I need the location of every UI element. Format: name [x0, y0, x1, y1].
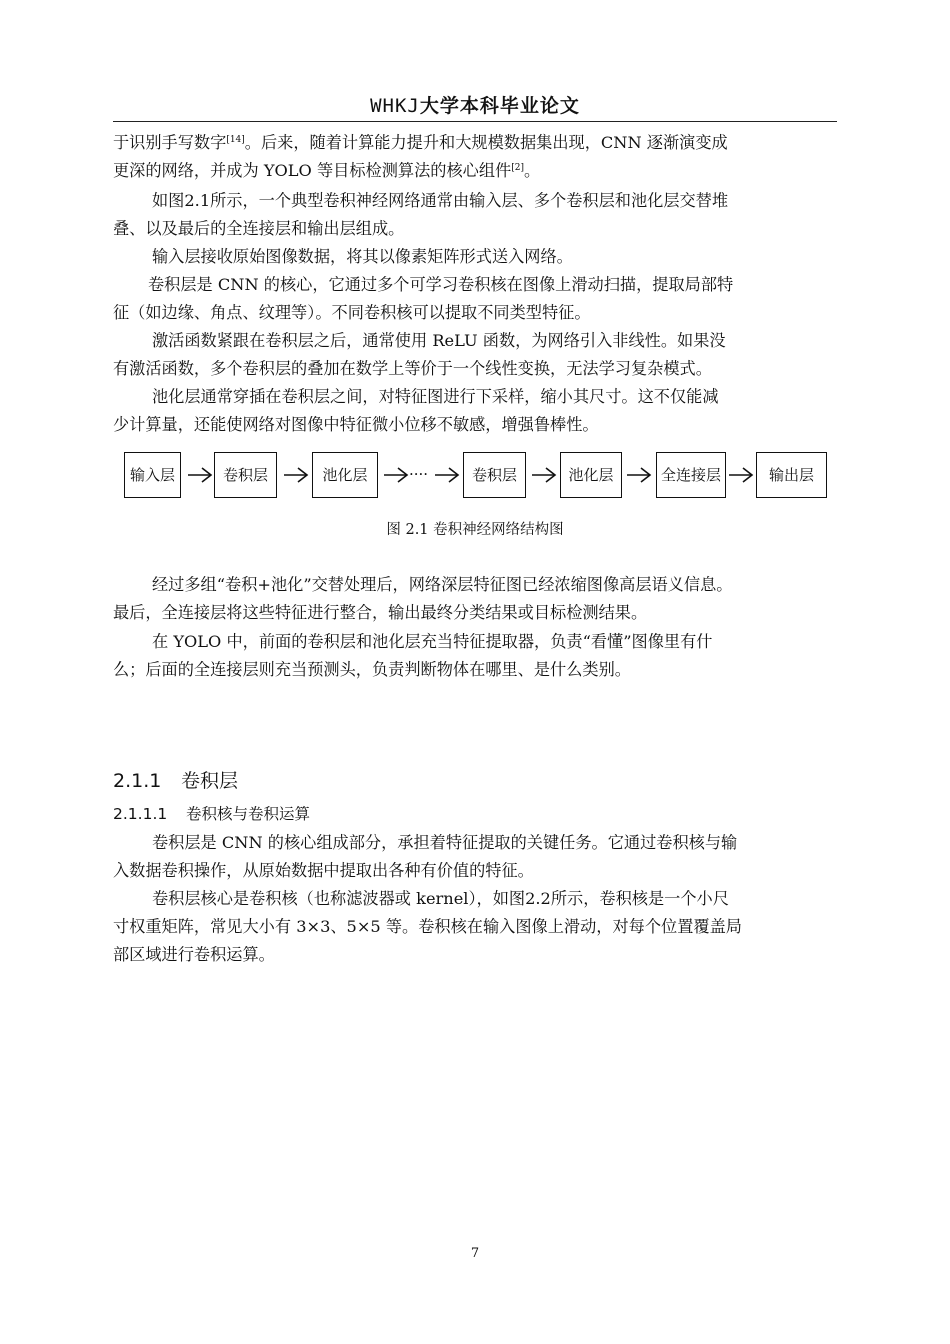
ellipsis: ···· [409, 465, 429, 483]
box-conv-layer-1: 卷积层 [214, 452, 277, 498]
subsection-number: 2.1.1.1 [113, 805, 168, 823]
header-title-text: 大学本科毕业论文 [419, 95, 580, 117]
para8-line2: 么；后面的全连接层则充当预测头，负责判断物体在哪里、是什么类别。 [113, 660, 631, 679]
para3-line1: 输入层接收原始图像数据，将其以像素矩阵形式送入网络。 [152, 247, 573, 266]
header-latin: WHKJ [370, 95, 420, 117]
section-heading [113, 766, 238, 796]
para4-line1: 卷积层是 CNN 的核心，它通过多个可学习卷积核在图像上滑动扫描，提取局部特 [148, 275, 734, 294]
arrow-icon [530, 463, 558, 487]
para10-line1: 卷积层核心是卷积核（也称滤波器或 kernel），如图2.2所示，卷积核是一个小尺 [152, 889, 729, 908]
citation: [14] [226, 135, 245, 145]
para10-line2: 寸权重矩阵，常见大小有 3×3、5×5 等。卷积核在输入图像上滑动，对每个位置覆盖局 [113, 917, 742, 936]
arrow-icon [382, 463, 410, 487]
box-conv-layer-2: 卷积层 [463, 452, 526, 498]
para9-line2: 入数据卷积操作，从原始数据中提取出各种有价值的特征。 [113, 861, 534, 880]
box-pool-layer-2: 池化层 [560, 452, 622, 498]
text: 。后来，随着计算能力提升和大规模数据集出现，CNN 逐渐演变成 [244, 133, 728, 152]
para10-line3: 部区域进行卷积运算。 [113, 945, 275, 964]
subsection-heading [113, 800, 310, 828]
citation: [2] [511, 163, 524, 173]
box-pool-layer-1: 池化层 [312, 452, 378, 498]
box-output-layer: 输出层 [756, 452, 827, 498]
para4-line2: 征（如边缘、角点、纹理等）。不同卷积核可以提取不同类型特征。 [113, 303, 591, 322]
para8-line1: 在 YOLO 中，前面的卷积层和池化层充当特征提取器，负责“看懂”图像里有什 [152, 632, 713, 651]
para6-line1: 池化层通常穿插在卷积层之间，对特征图进行下采样，缩小其尺寸。这不仅能减 [152, 387, 719, 406]
para1-line1 [113, 129, 837, 157]
text: 更深的网络，并成为 YOLO 等目标检测算法的核心组件 [113, 161, 512, 180]
arrow-icon [625, 463, 653, 487]
para9-line1: 卷积层是 CNN 的核心组成部分，承担着特征提取的关键任务。它通过卷积核与输 [152, 833, 738, 852]
para7-line2: 最后，全连接层将这些特征进行整合，输出最终分类结果或目标检测结果。 [113, 603, 648, 622]
page-header [113, 91, 837, 122]
page-number: 7 [470, 1246, 480, 1261]
arrow-icon [282, 463, 310, 487]
text: 于识别手写数字 [113, 133, 227, 152]
subsection-title: 卷积核与卷积运算 [186, 805, 311, 823]
arrow-icon [433, 463, 461, 487]
figure-caption: 图 2.1 卷积神经网络结构图 [386, 522, 564, 538]
para7-line1: 经过多组“卷积+池化”交替处理后，网络深层特征图已经浓缩图像高层语义信息。 [152, 575, 733, 594]
para1-line2 [113, 157, 837, 185]
arrow-icon [727, 463, 755, 487]
para5-line1: 激活函数紧跟在卷积层之后，通常使用 ReLU 函数，为网络引入非线性。如果没 [152, 331, 726, 350]
header-title [370, 95, 580, 117]
box-fc-layer: 全连接层 [656, 452, 726, 498]
text: 。 [523, 161, 541, 180]
arrow-icon [186, 463, 214, 487]
para2-line1: 如图2.1所示，一个典型卷积神经网络通常由输入层、多个卷积层和池化层交替堆 [152, 191, 729, 210]
section-title: 卷积层 [181, 770, 239, 792]
para2-line2: 叠、以及最后的全连接层和输出层组成。 [113, 219, 405, 238]
para5-line2: 有激活函数，多个卷积层的叠加在数学上等价于一个线性变换，无法学习复杂模式。 [113, 359, 712, 378]
para6-line2: 少计算量，还能使网络对图像中特征微小位移不敏感，增强鲁棒性。 [113, 415, 599, 434]
cnn-structure-diagram [120, 452, 830, 504]
box-input-layer: 输入层 [124, 452, 181, 498]
section-number: 2.1.1 [113, 770, 162, 792]
